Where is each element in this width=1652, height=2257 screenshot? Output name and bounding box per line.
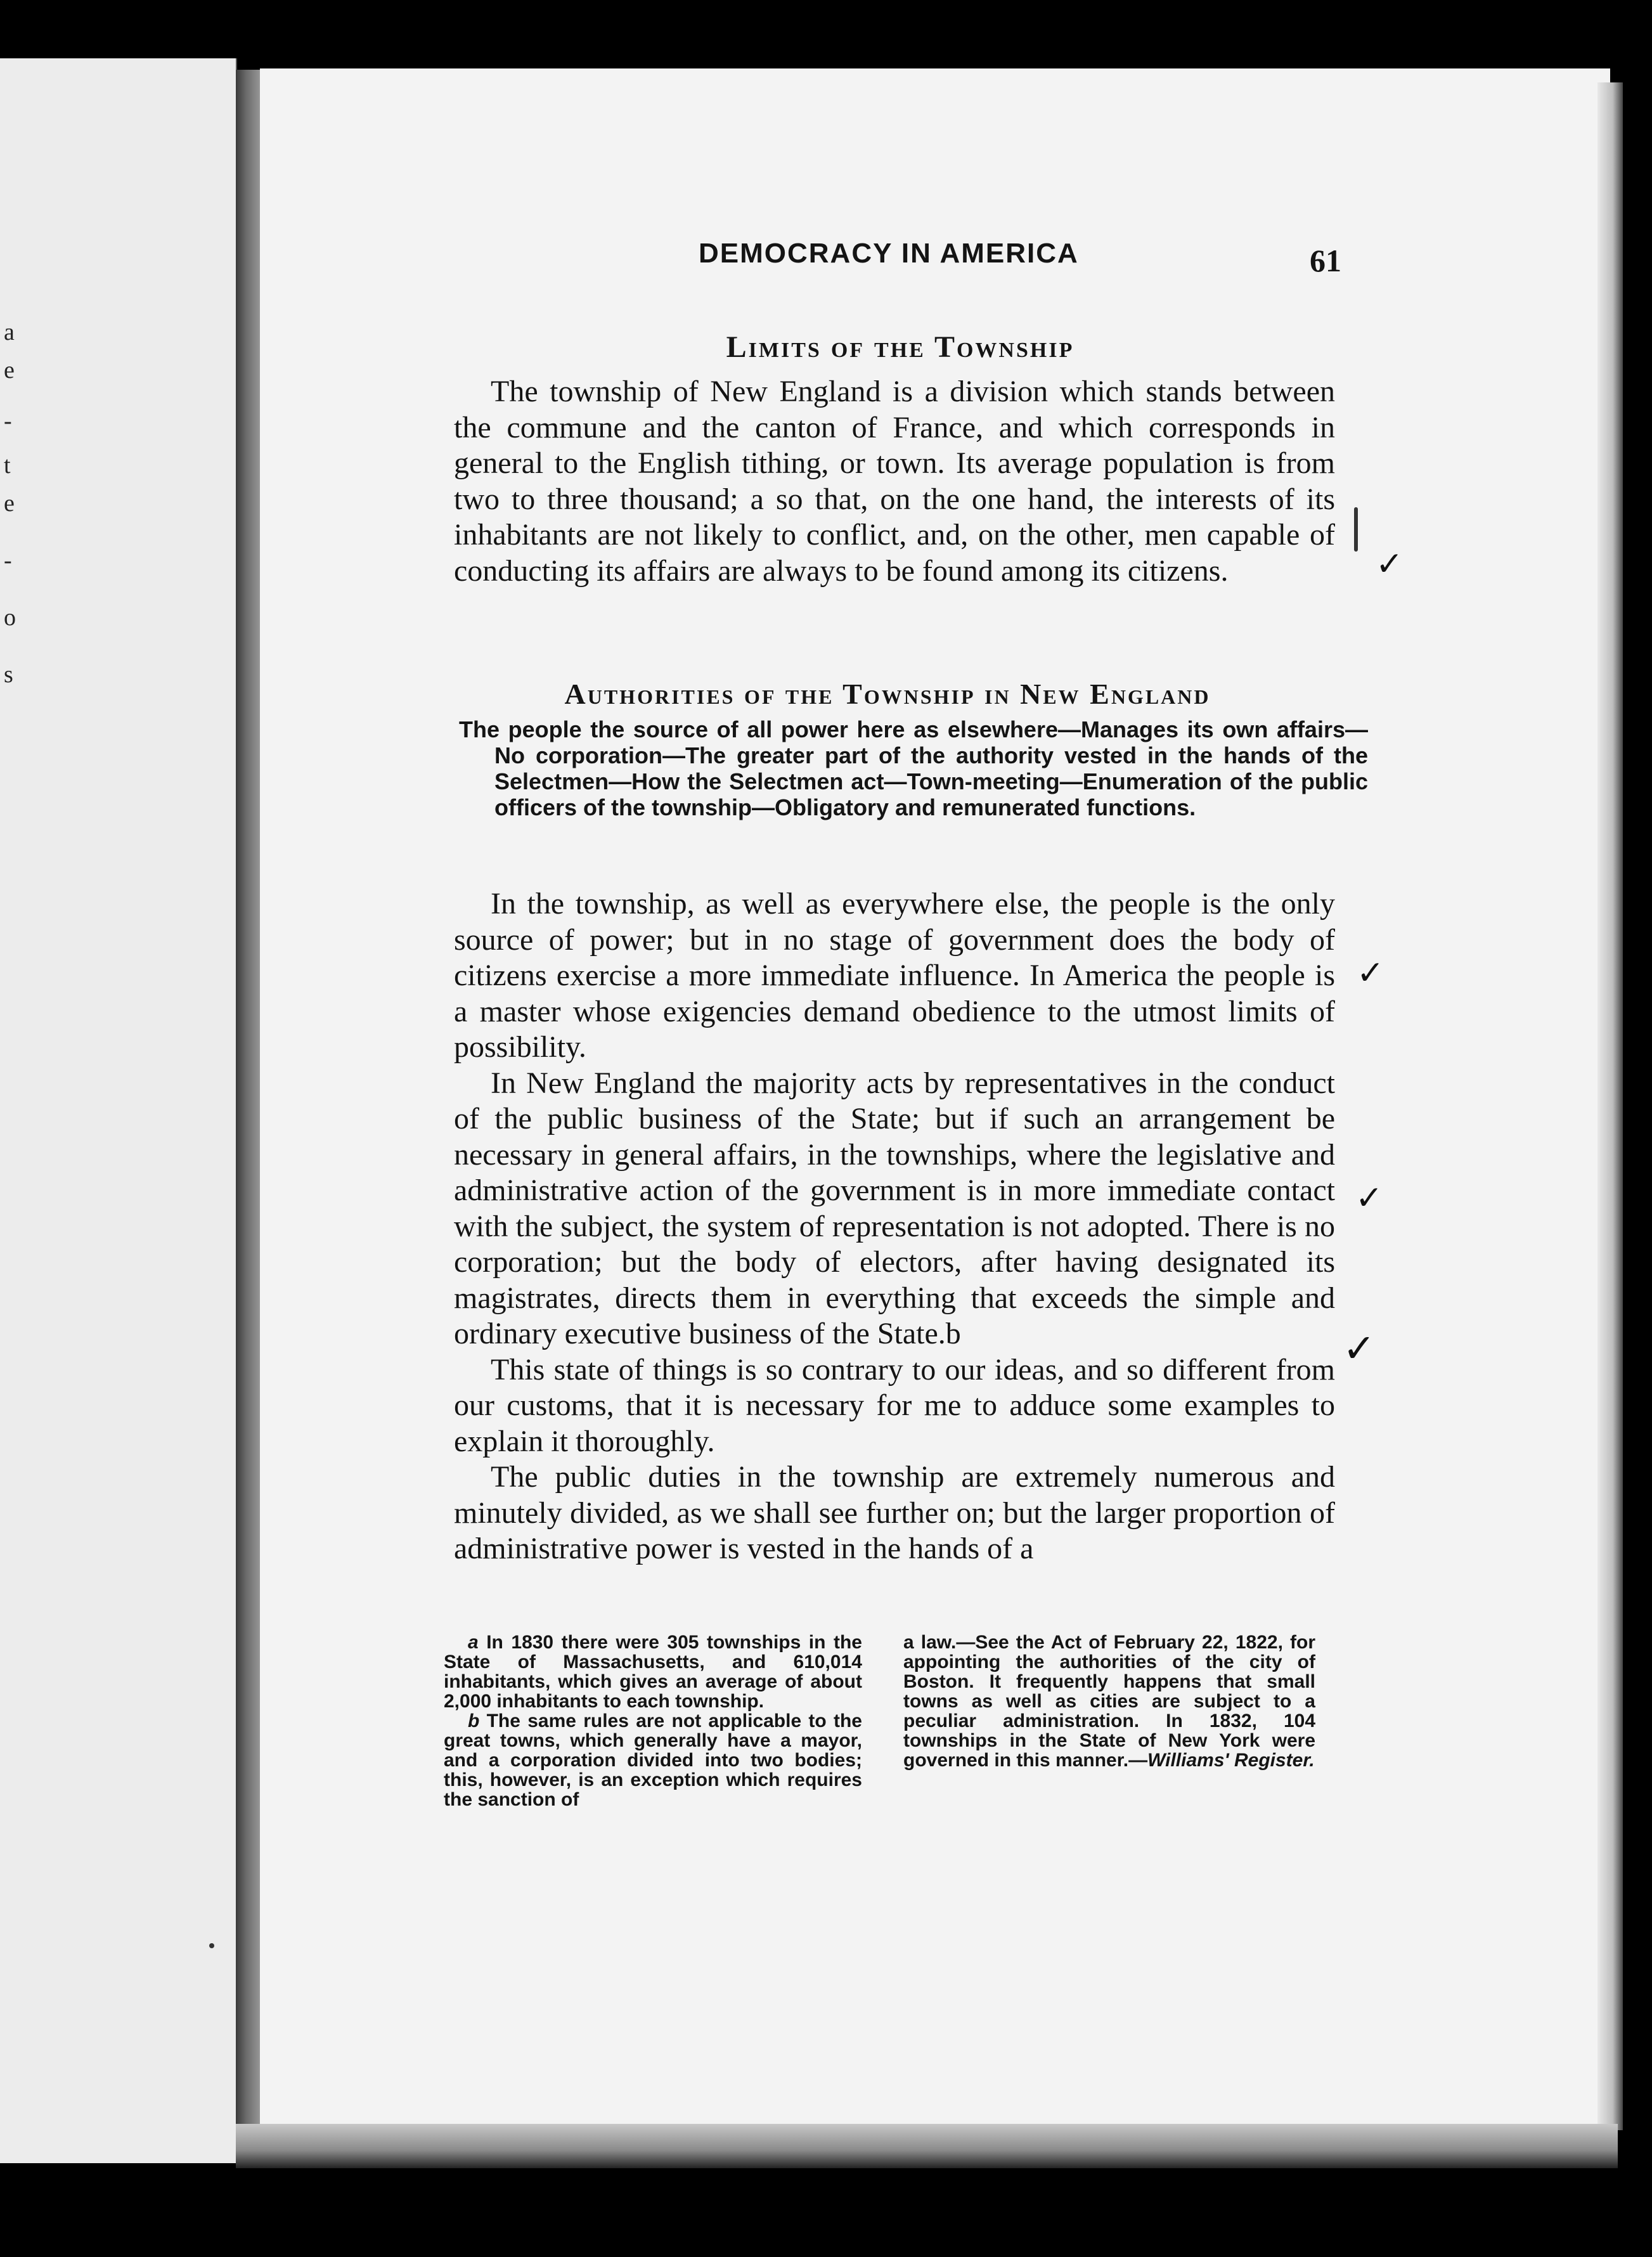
footnotes-right-column xyxy=(903,1633,1315,1770)
footnote-text: a law.—See the Act of February 22, 1822, for appointing the authorities of the city of Boston. It frequently happens that small towns as well as cities are subject to a peculiar administration. In 1832, 104 townships in the State of New York were governed in this manner.— xyxy=(903,1632,1315,1771)
left-page-letter: - xyxy=(4,547,12,574)
footnote-b-continued xyxy=(903,1633,1315,1770)
chapter-summary: The people the source of all power here as elsewhere—Manages its own affairs—No corporation—The greater part of the authority vested in the hands of the Selectmen—How the Selectmen act—Town-meeting—Enumeration of the public officers of the township—Obligatory and remunerated functions. xyxy=(459,716,1368,820)
footnote-marker: a xyxy=(468,1632,479,1653)
section-heading: Limits of the Township xyxy=(726,330,1074,364)
section-heading: Authorities of the Township in New England xyxy=(564,678,1211,710)
book-gutter xyxy=(236,70,261,2162)
left-page-letter: s xyxy=(4,661,13,688)
section-body xyxy=(454,886,1335,1567)
checkmark-icon: ✓ xyxy=(1376,545,1404,583)
left-page-letter: a xyxy=(4,319,15,346)
checkmark-icon: ✓ xyxy=(1355,1179,1383,1217)
running-head: DEMOCRACY IN AMERICA xyxy=(699,238,1079,269)
paragraph-text: In the township, as well as everywhere else, the people is the only source of power; but in no stage of government does the body of citizens exercise a more immediate influence. In America the people is a master whose exigencies demand obedience to the utmost limits of possibility. xyxy=(454,887,1335,1064)
left-page-letter: e xyxy=(4,357,15,384)
footnotes-left-column xyxy=(444,1633,862,1809)
left-page-letter: t xyxy=(4,452,11,479)
checkmark-icon: ✓ xyxy=(1343,1325,1376,1371)
footnote-a xyxy=(444,1633,862,1711)
page-edge xyxy=(1597,82,1623,2130)
footnote-text: In 1830 there were 305 townships in the State of Massachusetts, and 610,014 inhabitants, which gives an average of about 2,000 inhabitants to each township. xyxy=(444,1632,862,1712)
footnote-source: Williams' Register. xyxy=(1147,1750,1315,1771)
footnote-b xyxy=(444,1711,862,1809)
speck xyxy=(209,1943,214,1948)
pencil-mark xyxy=(1354,507,1358,552)
section-paragraph xyxy=(454,374,1335,589)
checkmark-icon: ✓ xyxy=(1357,954,1384,992)
left-page xyxy=(0,58,237,2163)
left-page-letter: - xyxy=(4,408,12,434)
paragraph-text: The township of New England is a division which stands between the commune and the canton of France, and which corresponds in general to the English tithing, or town. Its average population is from two to three thousand; a so that, on the one hand, the interests of its inhabitants are not likely to conflict, and, on the other, men capable of conducting its affairs are always to be found among its citizens. xyxy=(454,375,1335,588)
left-page-letter: e xyxy=(4,490,15,517)
paragraph-text: In New England the majority acts by representatives in the conduct of the public business of the State; but if such an arrangement be necessary in general affairs, in the townships, where the legislative and administrative action of the government is in more immediate contact with the subject, the system of representation is not adopted. There is no corporation; but the body of electors, after having designated its magistrates, directs them in everything that exceeds the simple and ordinary executive business of the State.b xyxy=(454,1066,1335,1350)
page-bottom-edge xyxy=(236,2124,1618,2168)
paragraph-text: The public duties in the township are extremely numerous and minutely divided, as we shall see further on; but the larger proportion of administrative power is vested in the hands of a xyxy=(454,1460,1335,1565)
page-number: 61 xyxy=(1310,243,1341,278)
paragraph-text: This state of things is so contrary to our ideas, and so different from our customs, that it is necessary for me to adduce some examples to explain it thoroughly. xyxy=(454,1352,1335,1458)
footnote-text: The same rules are not applicable to the great towns, which generally have a mayor, and a corporation divided into two bodies; this, however, is an exception which requires the sanction of xyxy=(444,1711,862,1810)
left-page-letter: o xyxy=(4,604,16,631)
footnote-marker: b xyxy=(468,1711,480,1731)
